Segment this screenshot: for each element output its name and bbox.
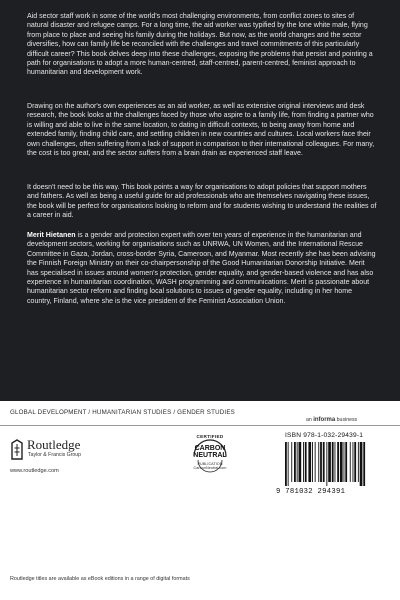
author-bio bbox=[27, 231, 377, 306]
barcode-digits: 9 781032 294391 bbox=[276, 488, 346, 496]
author-name: Merit Hietanen bbox=[27, 232, 76, 239]
carbon-neutral-badge bbox=[188, 434, 232, 478]
blurb-paragraph-3: It doesn't need to be this way. This book points a way for organisations to adopt policies that support mothers and fathers. As well as being a useful guide for aid professionals who are themselves navigating these issues, the book will be perfect for organisations looking to reform and for students wishing to understand the realities of a career in aid. bbox=[27, 184, 377, 220]
author-bio-text: is a gender and protection expert with over ten years of experience in the humanitarian and development sectors, working for organisations such as UNRWA, UN Women, and the International Rescue Committee in Gaza, Jordan, cross-border Syria, Cameroon, and Myanmar. Most recently she has been advising the Finnish Foreign Ministry on their co-chairpersonship of the Good Humanitarian Donorship Initiative. Merit has specialised in issues around women's protection, gender equality, and gender-based violence and has also experience in humanitarian coordination, WASH programming and communications. Merit is passionate about humanitarian sector reform and finding local solutions to issues of gender equality, including in her home country, Finland, where she is the vice president of the Feminist Association Union. bbox=[27, 232, 376, 305]
blurb-paragraph-1: Aid sector staff work in some of the world's most challenging environments, from conflict zones to sites of natural disaster and refugee camps. For a long time, the aid worker was typified by the lone white male, flying from place to place and seeing his family during the holidays. But now, as the world changes and the sector diversifies, how can family life be reconciled with the challenges and travel commitments of this particularly difficult career? This book delves deep into these challenges, exposing the problems that persist and pointing a path for organisations to adopt a more human-centred, staff-centred, parent-centred, feminist approach to humanitarian and development work. bbox=[27, 13, 373, 77]
badge-top-text: CERTIFIED bbox=[196, 434, 224, 439]
bottom-section bbox=[0, 401, 400, 600]
ebook-note: Routledge titles are available as eBook editions in a range of digital formats bbox=[10, 576, 190, 582]
badge-bottom-text: PUBLICATION CarbonNeutral.com bbox=[193, 462, 227, 470]
publisher-name: Routledge bbox=[27, 437, 81, 452]
publisher-row bbox=[0, 417, 400, 586]
isbn-text: ISBN 978-1-032-29439-1 bbox=[285, 432, 364, 439]
routledge-mark-icon bbox=[10, 439, 24, 461]
routledge-logo bbox=[10, 437, 96, 467]
blurb-paragraph-2: Drawing on the author's own experiences as an aid worker, as well as extensive original interviews and desk research, the book looks at the challenges faced by those who aspire to a family life, from finding a partner who is willing and able to live in the same location, to dating in difficult contexts, to being away from home and extended family, finding child care, and settling children in new countries and cultures. Local workers face their own challenges, often suffering from a lack of support in comparison to their international colleagues. For many, the cost is too great, and the sector suffers from a brain drain as experienced staff leave. bbox=[27, 103, 375, 158]
publisher-group: Taylor & Francis Group bbox=[28, 452, 82, 458]
badge-main-text: CARBON NEUTRAL bbox=[193, 445, 227, 459]
publisher-url: www.routledge.com bbox=[10, 468, 59, 474]
subject-categories: GLOBAL DEVELOPMENT / HUMANITARIAN STUDIES / GENDER STUDIES bbox=[10, 409, 235, 416]
barcode-icon bbox=[283, 442, 388, 486]
informa-business-label: an informa business bbox=[306, 417, 358, 423]
